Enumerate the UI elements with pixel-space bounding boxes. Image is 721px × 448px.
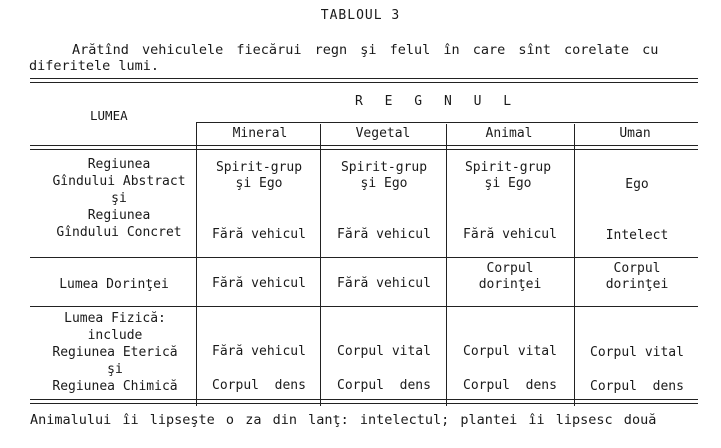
cell-vegetal-etheric: Corpul vital — [337, 344, 431, 359]
cell-uman-chemical: Corpul dens — [590, 379, 684, 394]
intro-line-2: diferitele lumi. — [29, 58, 160, 74]
cell-uman-abstract: Ego — [625, 177, 649, 192]
cell-mineral-chemical: Corpul dens — [212, 378, 306, 393]
table-bottom-rule — [30, 399, 698, 404]
footer-text: Animalului îi lipseşte o za din lanţ: intelectul; plantei îi lipsesc două — [30, 412, 657, 428]
cell-mineral-etheric: Fără vehicul — [212, 344, 306, 359]
intro-line-1: Arătînd vehiculele fiecărui regn şi felul în care sînt corelate cu — [72, 42, 659, 58]
column-divider — [320, 124, 321, 406]
column-header-animal: Animal — [485, 126, 533, 141]
cell-vegetal-chemical: Corpul dens — [337, 378, 431, 393]
column-divider — [196, 122, 197, 406]
cell-animal-concrete: Fără vehicul — [463, 227, 557, 242]
cell-animal-abstract: Spirit-grup şi Ego — [464, 160, 552, 191]
cell-vegetal-abstract: Spirit-grup şi Ego — [340, 160, 428, 191]
row-divider — [30, 257, 698, 258]
cell-animal-chemical: Corpul dens — [463, 378, 557, 393]
cell-animal-desire: Corpul dorinţei — [478, 261, 542, 292]
column-divider — [574, 124, 575, 406]
page-title: TABLOUL 3 — [320, 8, 401, 23]
header-bottom-rule — [30, 145, 698, 150]
kingdom-subrule — [196, 122, 698, 123]
cell-uman-desire: Corpul dorinţei — [605, 261, 669, 292]
column-divider — [446, 124, 447, 406]
table-top-rule — [30, 78, 698, 83]
kingdom-header: R E G N U L — [355, 94, 519, 109]
column-header-vegetal: Vegetal — [355, 126, 411, 141]
cell-mineral-abstract: Spirit-grup şi Ego — [215, 160, 303, 191]
row-label-desire: Lumea Dorinţei — [59, 277, 169, 292]
cell-uman-concrete: Intelect — [605, 228, 669, 243]
column-header-mineral: Mineral — [232, 126, 288, 141]
cell-mineral-desire: Fără vehicul — [212, 276, 306, 291]
cell-mineral-concrete: Fără vehicul — [212, 227, 306, 242]
cell-vegetal-concrete: Fără vehicul — [337, 227, 431, 242]
cell-animal-etheric: Corpul vital — [463, 344, 557, 359]
cell-uman-etheric: Corpul vital — [590, 345, 684, 360]
row-label-mental: Regiunea Gîndului Abstract şi Regiunea Gîndului Concret — [52, 157, 186, 240]
cell-vegetal-desire: Fără vehicul — [337, 276, 431, 291]
world-header: LUMEA — [90, 108, 128, 123]
row-label-physical: Lumea Fizică: include Regiunea Eterică şi Regiunea Chimică — [52, 311, 178, 394]
row-divider — [30, 306, 698, 307]
column-header-uman: Uman — [619, 126, 651, 141]
